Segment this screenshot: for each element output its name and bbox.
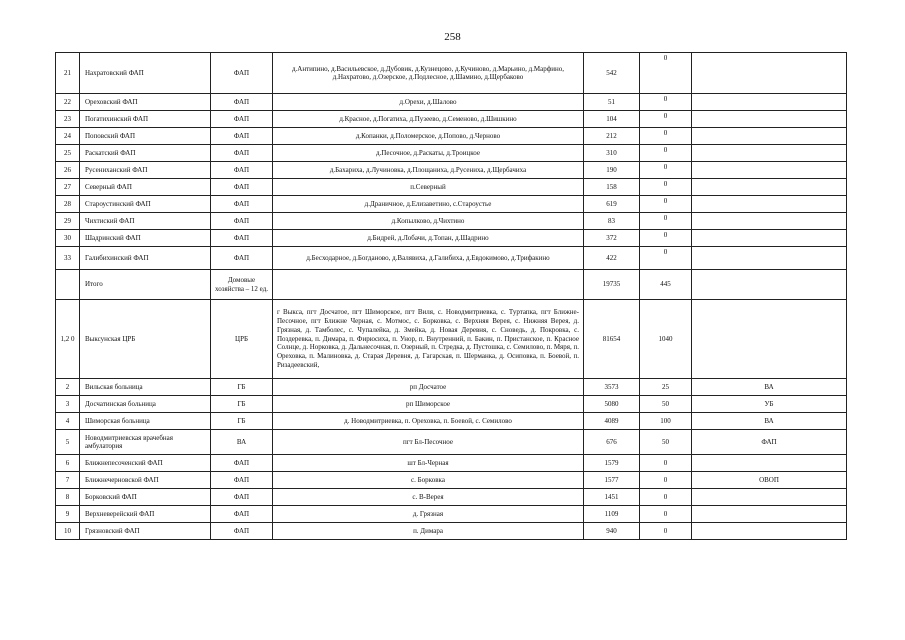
note xyxy=(692,270,847,300)
staff-count: 0 xyxy=(640,162,692,179)
row-number: 8 xyxy=(56,489,80,506)
served-settlements: д.Антипино, д.Васильевское, д.Дубовик, д.Кузнецово, д.Кучиново, д.Марьино, д.Марфино, д.Нахратово, д.Озерское, д.Подлесное, д.Шамино, д.Щербаково xyxy=(273,53,584,94)
population: 1109 xyxy=(584,506,640,523)
staff-count: 50 xyxy=(640,430,692,455)
staff-count: 0 xyxy=(640,94,692,111)
served-settlements: д.Красное, д.Погатиха, д.Пузеево, д.Семеново, д.Шишкино xyxy=(273,111,584,128)
table-row xyxy=(56,53,847,94)
served-settlements: с. В-Верея xyxy=(273,489,584,506)
row-number: 26 xyxy=(56,162,80,179)
row-number: 1,2 0 xyxy=(56,300,80,379)
table-row xyxy=(56,430,847,455)
facility-name: Выксунская ЦРБ xyxy=(80,300,211,379)
population: 3573 xyxy=(584,379,640,396)
population: 310 xyxy=(584,145,640,162)
served-settlements: д. Новодмитриевка, п. Ореховка, п. Боевой, с. Семилово xyxy=(273,413,584,430)
facility-name: Досчатинская больница xyxy=(80,396,211,413)
facility-type: ФАП xyxy=(211,145,273,162)
staff-count: 0 xyxy=(640,53,692,94)
staff-count: 50 xyxy=(640,396,692,413)
served-settlements: д.Драничное, д.Елизаветино, с.Староустье xyxy=(273,196,584,213)
facility-name: Поповский ФАП xyxy=(80,128,211,145)
served-settlements: шт Бл-Черная xyxy=(273,455,584,472)
row-number: 9 xyxy=(56,506,80,523)
facility-name: Шиморская больница xyxy=(80,413,211,430)
row-number: 33 xyxy=(56,247,80,270)
note xyxy=(692,196,847,213)
row-number: 24 xyxy=(56,128,80,145)
served-settlements: д.Орехи, д.Шалово xyxy=(273,94,584,111)
note xyxy=(692,145,847,162)
row-number: 21 xyxy=(56,53,80,94)
facility-type: ФАП xyxy=(211,489,273,506)
facility-type: ФАП xyxy=(211,230,273,247)
note: ВА xyxy=(692,379,847,396)
note xyxy=(692,213,847,230)
served-settlements: д.Песочное, д.Раскаты, д.Троицкое xyxy=(273,145,584,162)
staff-count: 0 xyxy=(640,247,692,270)
table-row xyxy=(56,379,847,396)
population: 4089 xyxy=(584,413,640,430)
row-number: 5 xyxy=(56,430,80,455)
served-settlements: д.Копылково, д.Чихтино xyxy=(273,213,584,230)
total-row xyxy=(56,270,847,300)
facility-name: Ближнечерновской ФАП xyxy=(80,472,211,489)
facility-type: Домовые хозяйства – 12 ед. xyxy=(211,270,273,300)
facility-type: ВА xyxy=(211,430,273,455)
served-settlements: д. Грязная xyxy=(273,506,584,523)
facility-name: Чихтиский ФАП xyxy=(80,213,211,230)
facility-type: ГБ xyxy=(211,413,273,430)
facility-type: ФАП xyxy=(211,162,273,179)
table-row xyxy=(56,111,847,128)
table-row xyxy=(56,247,847,270)
note: УБ xyxy=(692,396,847,413)
staff-count: 445 xyxy=(640,270,692,300)
staff-count: 0 xyxy=(640,489,692,506)
table-row xyxy=(56,413,847,430)
facility-name: Итого xyxy=(80,270,211,300)
note xyxy=(692,162,847,179)
facility-name: Галибихинский ФАП xyxy=(80,247,211,270)
population: 81654 xyxy=(584,300,640,379)
facility-type: ЦРБ xyxy=(211,300,273,379)
row-number: 23 xyxy=(56,111,80,128)
row-number: 22 xyxy=(56,94,80,111)
note xyxy=(692,300,847,379)
note xyxy=(692,506,847,523)
population: 83 xyxy=(584,213,640,230)
row-number: 28 xyxy=(56,196,80,213)
facility-type: ФАП xyxy=(211,523,273,540)
note xyxy=(692,179,847,196)
served-settlements: д.Бахариха, д.Лучиновка, д.Площаниха, д.Русениха, д.Щербачиха xyxy=(273,162,584,179)
table-row xyxy=(56,523,847,540)
staff-count: 1040 xyxy=(640,300,692,379)
population: 51 xyxy=(584,94,640,111)
staff-count: 0 xyxy=(640,145,692,162)
facility-name: Староустинский ФАП xyxy=(80,196,211,213)
facility-type: ФАП xyxy=(211,196,273,213)
staff-count: 0 xyxy=(640,506,692,523)
facility-name: Погатихинский ФАП xyxy=(80,111,211,128)
population: 1451 xyxy=(584,489,640,506)
note: ФАП xyxy=(692,430,847,455)
row-number: 4 xyxy=(56,413,80,430)
facility-type: ФАП xyxy=(211,506,273,523)
staff-count: 100 xyxy=(640,413,692,430)
row-number: 25 xyxy=(56,145,80,162)
population: 212 xyxy=(584,128,640,145)
staff-count: 0 xyxy=(640,111,692,128)
served-settlements: п.Северный xyxy=(273,179,584,196)
note xyxy=(692,230,847,247)
note xyxy=(692,247,847,270)
staff-count: 0 xyxy=(640,523,692,540)
row-number: 6 xyxy=(56,455,80,472)
table-row xyxy=(56,506,847,523)
facilities-table xyxy=(55,52,847,540)
note xyxy=(692,489,847,506)
staff-count: 0 xyxy=(640,455,692,472)
facility-name: Русениханский ФАП xyxy=(80,162,211,179)
facility-type: ФАП xyxy=(211,247,273,270)
table-row xyxy=(56,94,847,111)
facility-type: ФАП xyxy=(211,213,273,230)
table-row xyxy=(56,213,847,230)
served-settlements xyxy=(273,270,584,300)
facility-type: ГБ xyxy=(211,396,273,413)
population: 5080 xyxy=(584,396,640,413)
staff-count: 0 xyxy=(640,179,692,196)
population: 542 xyxy=(584,53,640,94)
facility-type: ФАП xyxy=(211,472,273,489)
row-number: 27 xyxy=(56,179,80,196)
page-number: 258 xyxy=(444,31,461,43)
facility-name: Ореховский ФАП xyxy=(80,94,211,111)
population: 619 xyxy=(584,196,640,213)
facility-name: Ближнепесоченский ФАП xyxy=(80,455,211,472)
served-settlements: п. Димара xyxy=(273,523,584,540)
table-row xyxy=(56,128,847,145)
row-number: 10 xyxy=(56,523,80,540)
row-number: 7 xyxy=(56,472,80,489)
table-row xyxy=(56,455,847,472)
facility-name: Нахратовский ФАП xyxy=(80,53,211,94)
population: 1577 xyxy=(584,472,640,489)
facility-name: Борковский ФАП xyxy=(80,489,211,506)
table-row xyxy=(56,230,847,247)
table-row xyxy=(56,396,847,413)
served-settlements: д.Бесходарное, д.Богданово, д.Валявиха, д.Галибиха, д.Евдокимово, д.Трифакино xyxy=(273,247,584,270)
facility-type: ФАП xyxy=(211,179,273,196)
row-number: 29 xyxy=(56,213,80,230)
served-settlements: г Выкса, пгт Досчатое, пгт Шиморское, пгт Виля, с. Новодмитриевка, с. Туртапка, пгт Ближне-Песочное, пгт Ближне Черная, с. Мотмос, с. Борковка, с. Верхняя Верея, с. Нижняя Верея, д. Грязная, д. Тамболес, с. Чупалейка, д. Змейка, д. Новая Деревня, с. Сноведь, д. Покровка, с. Поздеревка, п. Димара, п. Фирюсиха, п. Унор, п. Внутренний, п. Бакин, п. Пристанское, п. Красное Солнце, д. Норковка, д. Дальнесочная, п. Озерный, п. Стредка, д. Пустошка, с. Семилово, п. Мяря, п. Ореховка, п. Малиновка, д. Старая Деревня, д. Гагарская, п. Шерманка, д. Осиповка, п. Боевой, п. Ризадеевский, xyxy=(273,300,584,379)
facility-name: Грязновский ФАП xyxy=(80,523,211,540)
table-row xyxy=(56,145,847,162)
note xyxy=(692,128,847,145)
facility-name: Новодмитриевская врачебная амбулатория xyxy=(80,430,211,455)
served-settlements: рп Шиморское xyxy=(273,396,584,413)
staff-count: 0 xyxy=(640,196,692,213)
facility-name: Шадринский ФАП xyxy=(80,230,211,247)
note xyxy=(692,111,847,128)
population: 372 xyxy=(584,230,640,247)
row-number: 3 xyxy=(56,396,80,413)
served-settlements: д.Бидрей, д.Лобачи, д.Топан, д.Шадрино xyxy=(273,230,584,247)
facility-name: Северный ФАП xyxy=(80,179,211,196)
population: 1579 xyxy=(584,455,640,472)
note xyxy=(692,523,847,540)
served-settlements: с. Борковка xyxy=(273,472,584,489)
table-row xyxy=(56,196,847,213)
facility-name: Верхневерейский ФАП xyxy=(80,506,211,523)
population: 940 xyxy=(584,523,640,540)
population: 676 xyxy=(584,430,640,455)
population: 104 xyxy=(584,111,640,128)
population: 19735 xyxy=(584,270,640,300)
note: ВА xyxy=(692,413,847,430)
row-number: 2 xyxy=(56,379,80,396)
facility-type: ФАП xyxy=(211,53,273,94)
staff-count: 0 xyxy=(640,128,692,145)
table-row xyxy=(56,489,847,506)
table-row xyxy=(56,300,847,379)
table-row xyxy=(56,179,847,196)
note xyxy=(692,53,847,94)
population: 190 xyxy=(584,162,640,179)
facility-type: ФАП xyxy=(211,94,273,111)
staff-count: 25 xyxy=(640,379,692,396)
note xyxy=(692,94,847,111)
note xyxy=(692,455,847,472)
staff-count: 0 xyxy=(640,213,692,230)
facility-type: ФАП xyxy=(211,111,273,128)
facility-type: ГБ xyxy=(211,379,273,396)
staff-count: 0 xyxy=(640,230,692,247)
served-settlements: д.Копанки, д.Поломерское, д.Попово, д.Черново xyxy=(273,128,584,145)
population: 422 xyxy=(584,247,640,270)
facility-type: ФАП xyxy=(211,455,273,472)
row-number: 30 xyxy=(56,230,80,247)
facility-name: Вильская больница xyxy=(80,379,211,396)
facility-type: ФАП xyxy=(211,128,273,145)
table-row xyxy=(56,472,847,489)
row-number xyxy=(56,270,80,300)
note: ОВОП xyxy=(692,472,847,489)
served-settlements: рп Досчатое xyxy=(273,379,584,396)
staff-count: 0 xyxy=(640,472,692,489)
table-row xyxy=(56,162,847,179)
served-settlements: пгт Бл-Песочное xyxy=(273,430,584,455)
population: 158 xyxy=(584,179,640,196)
facility-name: Раскатский ФАП xyxy=(80,145,211,162)
